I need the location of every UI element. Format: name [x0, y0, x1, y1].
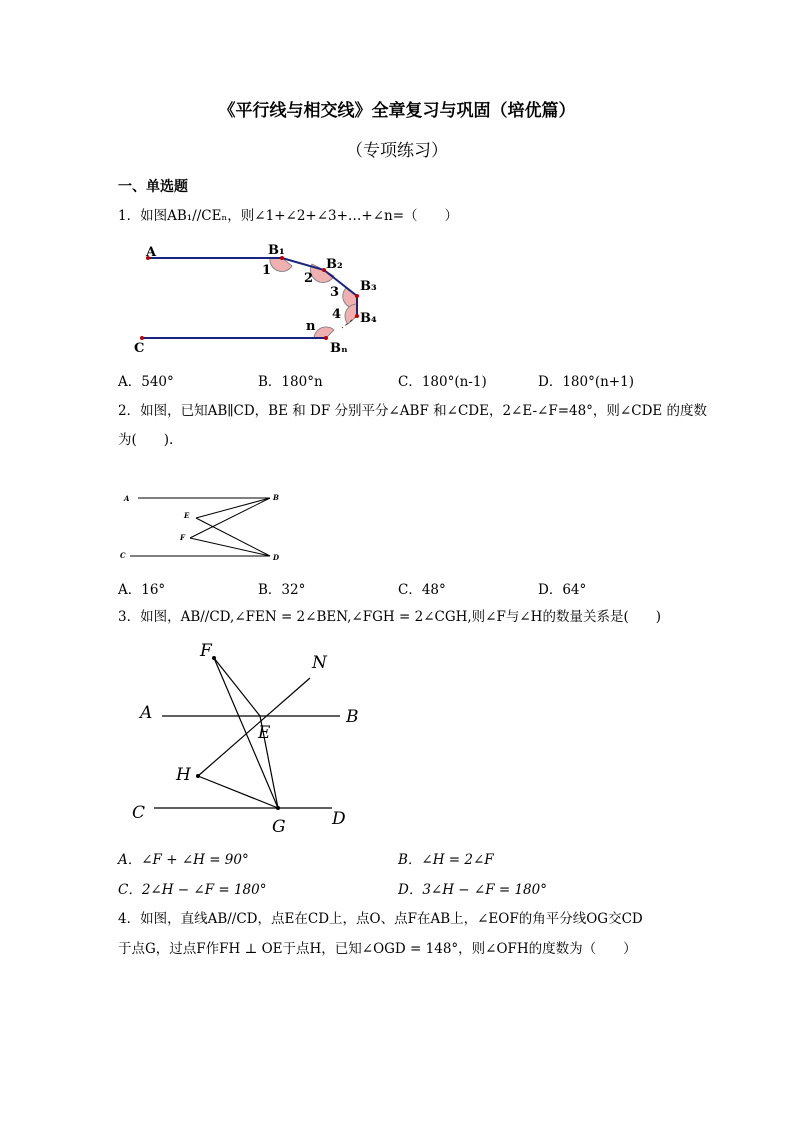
page-title: 《平行线与相交线》全章复习与巩固（培优篇） — [218, 101, 576, 121]
label-b4: B₄ — [360, 311, 377, 326]
q3-option-b[interactable]: B．∠H = 2∠F — [398, 852, 494, 868]
q3-label-b: B — [346, 707, 359, 727]
question-2-figure — [118, 488, 298, 568]
angle-n-mark — [314, 327, 334, 338]
q2-label-e: E — [184, 511, 190, 520]
label-1: 1 — [262, 263, 272, 278]
label-3: 3 — [330, 285, 340, 300]
q2-label-d: D — [273, 553, 280, 562]
label-b2: B₂ — [326, 257, 343, 272]
q1-option-b[interactable]: B．180°n — [258, 374, 323, 390]
q3-label-d: D — [332, 809, 346, 829]
question-1-figure — [130, 240, 400, 360]
label-n: n — [306, 319, 316, 334]
question-4-stem-line1: 4．如图，直线AB//CD，点E在CD上，点O、点F在AB上，∠EOF的角平分线OG交CD — [118, 911, 643, 927]
q3-label-g: G — [272, 817, 286, 836]
q1-option-d[interactable]: D．180°(n+1) — [538, 374, 634, 390]
page-subtitle: （专项练习） — [346, 141, 448, 161]
q2-option-b[interactable]: B．32° — [258, 582, 306, 598]
label-2: 2 — [304, 271, 314, 286]
q3-option-d[interactable]: D．3∠H − ∠F = 180° — [398, 882, 547, 898]
question-3-figure — [128, 636, 368, 836]
question-1-stem: 1．如图AB₁//CEₙ，则∠1+∠2+∠3+…+∠n=（ ） — [118, 208, 459, 224]
q1-option-a[interactable]: A．540° — [118, 374, 174, 390]
q2-option-d[interactable]: D．64° — [538, 582, 587, 598]
q2-label-b: B — [273, 493, 279, 502]
section-heading: 一、单选题 — [118, 179, 188, 195]
label-b1: B₁ — [268, 243, 285, 258]
q2-label-a: A — [124, 494, 130, 503]
q2-label-c: C — [120, 551, 126, 560]
q3-label-c: C — [132, 803, 146, 823]
q1-option-c[interactable]: C．180°(n-1) — [398, 374, 487, 390]
q3-label-e: E — [258, 723, 271, 743]
q2-option-a[interactable]: A．16° — [118, 582, 166, 598]
q3-option-c[interactable]: C．2∠H − ∠F = 180° — [118, 882, 267, 898]
label-c: C — [134, 341, 145, 356]
q3-option-a[interactable]: A．∠F + ∠H = 90° — [118, 852, 249, 868]
label-bn: Bₙ — [330, 341, 348, 356]
label-a: A — [146, 245, 157, 260]
q3-label-n: N — [312, 653, 327, 673]
label-4: 4 — [332, 307, 342, 322]
question-2-stem-line2: 为( ). — [118, 432, 174, 448]
q3-label-a: A — [140, 703, 153, 723]
question-4-stem-line2: 于点G，过点F作FH ⊥ OE于点H，已知∠OGD = 148°，则∠OFH的度数为（ ） — [118, 941, 637, 957]
q3-label-f: F — [200, 641, 212, 661]
q3-label-h: H — [176, 765, 191, 785]
q2-option-c[interactable]: C．48° — [398, 582, 446, 598]
q2-label-f: F — [180, 533, 185, 542]
label-b3: B₃ — [360, 279, 377, 294]
question-2-stem-line1: 2．如图，已知AB∥CD，BE 和 DF 分别平分∠ABF 和∠CDE，2∠E-∠F=48°，则∠CDE 的度数 — [118, 403, 708, 419]
question-3-stem: 3．如图，AB//CD,∠FEN = 2∠BEN,∠FGH = 2∠CGH,则∠F与∠H的数量关系是( ) — [118, 609, 661, 625]
